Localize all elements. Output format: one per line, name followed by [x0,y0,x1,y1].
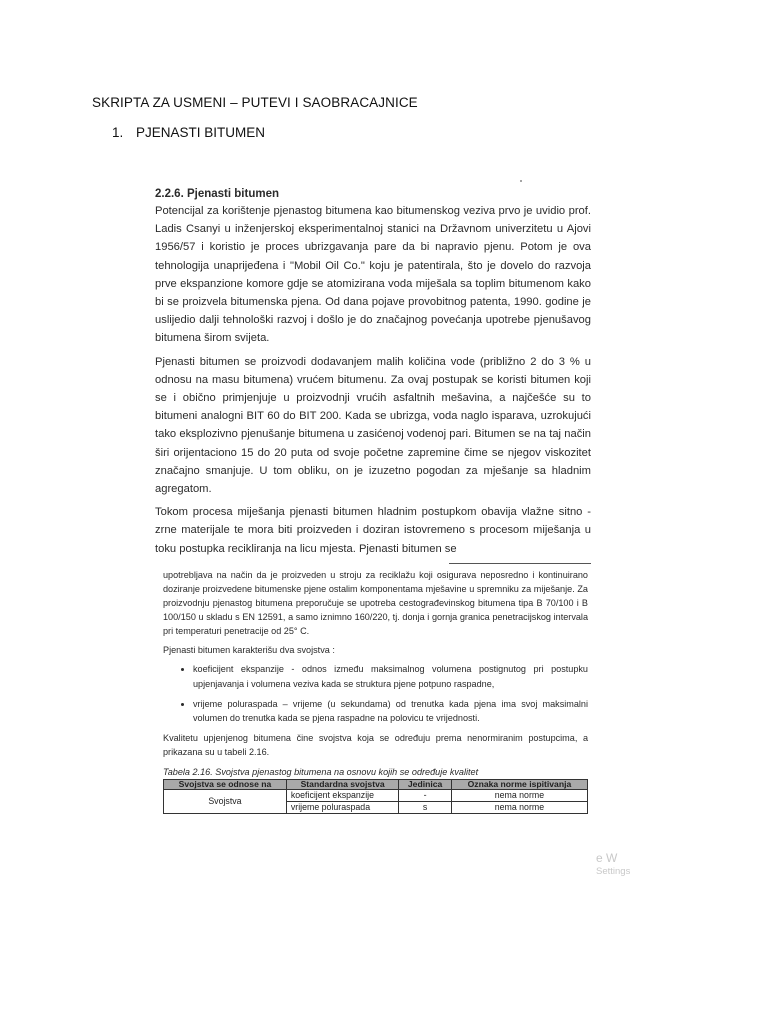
scanned-page-excerpt [155,186,591,814]
table-row [164,790,588,802]
footnote-divider [449,563,591,564]
properties-list [163,662,588,724]
scan-paragraph-2: Pjenasti bitumen se proizvodi dodavanjem malih količina vode (približno 2 do 3 % u odnosu na masu bitumena) vrućem bitumenu. Za ovaj postupak se koristi bitumen koji se i obično primjenjuje u proizvodnji vrućih asfaltnih mešavina, a najčešće su to bitumeni analogni BIT 60 do BIT 200. Kada se ubrizga, voda naglo isparava, uzrokujući tako eksplozivno pjenušanje bitumena u zasićenoj vodenoj pari. Bitumen se na taj način širi orijentaciono 15 do 20 puta od svoje početne zapremine čime se njegov viskozitet značajno smanjuje. U tom obliku, on je izuzetno pogodan za mješanje sa hladnim agregatom. [155,355,591,496]
list-item-half-life: • vrijeme poluraspada – vrijeme (u sekundama) od trenutka kada pjena ima svoj maksimalni volumen do trenutka kada se pjena raspadne na polovicu te vrijednosti. [193,697,588,725]
section-title: PJENASTI BITUMEN [136,125,266,140]
scan-speck [520,180,522,182]
table-cell: nema norme [451,790,587,802]
scan-lower-block [163,568,588,814]
table-header: Jedinica [399,780,451,790]
lower-paragraph-3: Kvalitetu upjenjenog bitumena čine svojstva koja se određuju prema nenormiranim postupcima, a prikazana su u tabeli 2.16. [163,732,588,757]
table-cell: - [399,790,451,802]
watermark-line-2: Settings [596,866,631,877]
table-cell: Svojstva [164,790,287,814]
lower-paragraph-1: upotrebljava na način da je proizveden u stroju za reciklažu koji osigurava neposredno i kontinuirano doziranje proizvedene bitumenske pjene ostalim komponentama mješavine u spremniku za miješanje. Za proizvodnju pjenastog bitumena preporučuje se upotreba cestograđevinskog bitumena tipa B 70/100 i B 100/150 u skladu s EN 12591, a samo iznimno 160/220, tj. donja i gornja granica penetracijskog intervala pri temperaturi penetracije od 25° C. [163,569,588,637]
properties-table [163,779,588,814]
table-cell: s [399,802,451,814]
table-cell: vrijeme poluraspada [286,802,398,814]
table-header: Standardna svojstva [286,780,398,790]
scan-paragraph-1: Potencijal za korištenje pjenastog bitumena kao bitumenskog veziva prvo je uvidio prof. Ladis Csanyi u inženjerskoj eksperimentalnoj stanici na Državnom univerzitetu u Ajovi 1956/57 i koristio je proces ubrizgavanja pare da bi napravio pjenu. Potom je ova tehnologija unaprijeđena i "Mobil Oil Co." koju je patentirala, što je dovelo do razvoja prve ekspanzione komore gdje se atomizirana voda miješala sa toplim bitumenom kako bi se proizvela bitumenska pjena. Od dana pojave provobitnog patenta, 1990. godine je uslijedio dalji tehnološki razvoj i došlo je do značajnog povećanja upotrebe pjenušavog bitumena širom svijeta. [155,205,591,345]
lower-paragraph-2: Pjenasti bitumen karakterišu dva svojstva : [163,645,335,656]
table-cell: koeficijent ekspanzije [286,790,398,802]
scan-paragraph-3: Tokom procesa miješanja pjenasti bitumen hladnim postupkom obavija vlažne sitno - zrne materijale te mora biti proizveden i doziran istovremeno s procesom miješanja u toku postupka recikliranja na licu mjesta. Pjenasti bitumen se [155,506,591,555]
list-item-expansion: • koeficijent ekspanzije - odnos između maksimalnog volumena postignutog pri postupku upjenjavanja i volumena veziva kada se struktura pjene potpuno raspadne, [193,662,588,690]
section-number: 1. [112,125,124,140]
table-cell: nema norme [451,802,587,814]
table-header: Svojstva se odnose na [164,780,287,790]
watermark-line-1: e W [596,851,618,865]
table-header-row [164,780,588,790]
table-caption: Tabela 2.16. Svojstva pjenastog bitumena na osnovu kojih se određuje kvalitet [163,766,479,777]
activate-windows-watermark [596,852,630,878]
scan-subtitle: 2.2.6. Pjenasti bitumen [155,188,279,200]
document-title: SKRIPTA ZA USMENI – PUTEVI I SAOBRACAJNICE [92,95,418,110]
section-heading [112,125,265,140]
table-header: Oznaka norme ispitivanja [451,780,587,790]
